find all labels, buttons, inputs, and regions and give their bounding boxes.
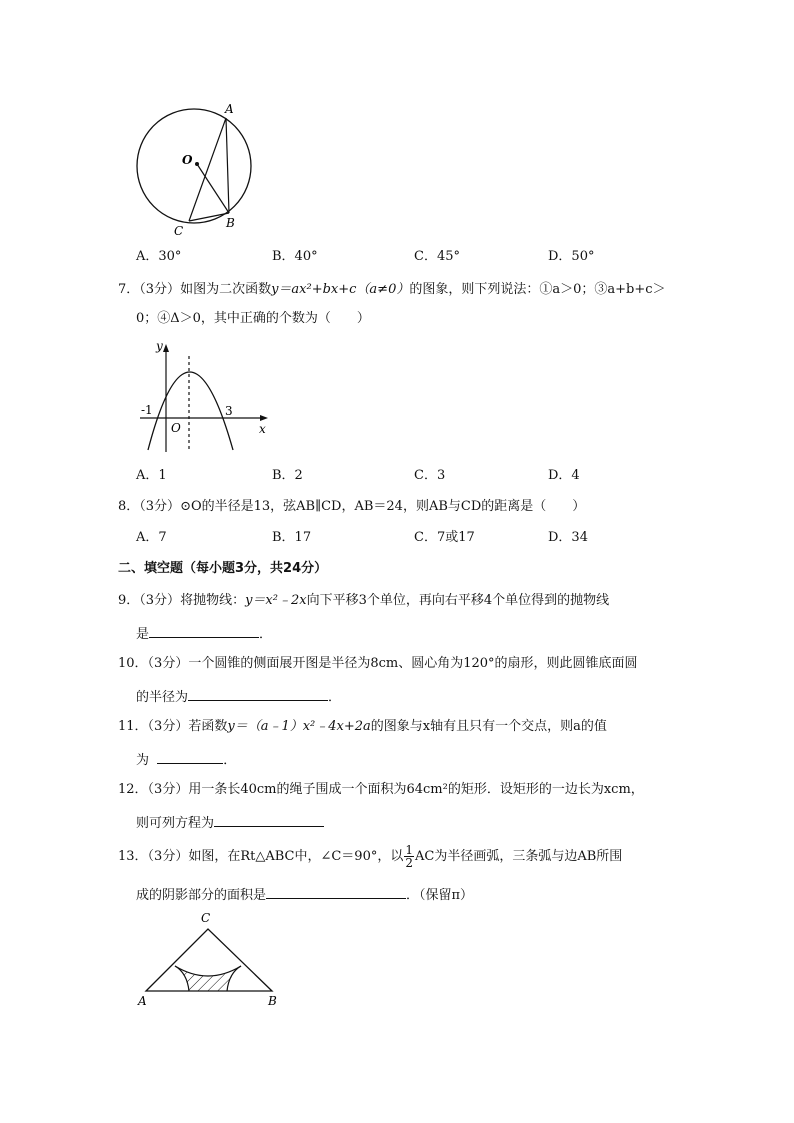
q11-formula: y＝（a﹣1）x²﹣4x+2a: [227, 719, 371, 734]
q10-answer-blank[interactable]: [188, 686, 328, 701]
q8-option-d[interactable]: D．34: [548, 530, 588, 545]
q13-frac-den: 2: [405, 856, 413, 870]
q7-text-b: 的图象，则下列说法：①a＞0；③a+b+c＞: [409, 282, 666, 297]
q7-option-b[interactable]: B．2: [272, 468, 303, 483]
q13-triangle-figure: [132, 908, 292, 1008]
q8-number: 8．: [118, 499, 140, 514]
q8-score: （3分）: [139, 499, 181, 514]
q10-line-1: [118, 655, 638, 673]
q13-line-1: [118, 843, 622, 871]
q6-option-a[interactable]: A．30°: [136, 249, 182, 264]
q13-number: 13．: [118, 849, 148, 864]
q12-line-2: [136, 812, 324, 833]
q13-line-2: [136, 884, 473, 905]
q7-parabola-figure: [136, 338, 276, 456]
q13-frac-num: 1: [405, 843, 413, 857]
q7-text-a: 如图为二次函数: [180, 282, 272, 297]
q6-circle-figure: [130, 100, 260, 240]
q7-number: 7．: [118, 282, 140, 297]
q11-answer-blank[interactable]: [157, 749, 223, 764]
q10-number: 10．: [118, 656, 148, 671]
q10-end: ．: [328, 690, 342, 705]
q9-score: （3分）: [139, 593, 181, 608]
q7-formula: y＝ax²+bx+c（a≠0）: [271, 282, 410, 297]
q7-option-d[interactable]: D．4: [548, 468, 580, 483]
q7-option-a[interactable]: A．1: [136, 468, 167, 483]
q12-line-1: [118, 781, 644, 799]
section-2-title: 二、填空题（每小题3分，共24分）: [118, 561, 328, 576]
q6-label-a: A: [225, 102, 234, 116]
q9-end: ．: [259, 627, 273, 642]
q8-option-b[interactable]: B．17: [272, 530, 312, 545]
q9-number: 9．: [118, 593, 140, 608]
q13-text-a: 如图，在Rt△ABC中，∠C＝90°，以: [188, 849, 404, 864]
q8-option-a[interactable]: A．7: [136, 530, 167, 545]
q13-text-c: 成的阴影部分的面积是: [136, 888, 267, 903]
q12-score: （3分）: [147, 782, 189, 797]
q11-line-2: [136, 749, 236, 770]
q9-formula: y＝x²﹣2x: [245, 593, 307, 608]
q13-text-b: AC为半径画弧，三条弧与边AB所围: [415, 849, 623, 864]
q11-text-b: 的图象与x轴有且只有一个交点，则a的值: [370, 719, 607, 734]
q13-answer-blank[interactable]: [266, 884, 406, 899]
q7-y-label: y: [156, 339, 163, 353]
q11-line-1: [118, 718, 607, 736]
q13-end: ．（保留π）: [406, 888, 474, 903]
q9-answer-blank[interactable]: [149, 623, 259, 638]
q8-option-c[interactable]: C．7或17: [414, 530, 475, 545]
q10-text-a: 一个圆锥的侧面展开图是半径为8cm、圆心角为120°的扇形，则此圆锥底面圆: [188, 656, 638, 671]
q7-three-label: 3: [225, 404, 233, 418]
q7-line-1: [118, 281, 666, 299]
q8-text: ⊙O的半径是13，弦AB∥CD，AB＝24，则AB与CD的距离是（ ）: [180, 499, 586, 514]
q9-line-2: [136, 623, 272, 644]
q13-label-b: B: [268, 994, 277, 1008]
q12-text-a: 用一条长40cm的绳子围成一个面积为64cm²的矩形．设矩形的一边长为xcm，: [188, 782, 644, 797]
q13-label-a: A: [138, 994, 147, 1008]
q11-score: （3分）: [147, 719, 189, 734]
q6-option-b[interactable]: B．40°: [272, 249, 318, 264]
q9-line-1: [118, 592, 609, 610]
q10-line-2: [136, 686, 341, 707]
q8-line-1: [118, 498, 585, 516]
q6-label-c: C: [174, 224, 184, 238]
q12-number: 12．: [118, 782, 148, 797]
q6-option-c[interactable]: C．45°: [414, 249, 460, 264]
q13-label-c: C: [201, 911, 211, 925]
q6-option-d[interactable]: D．50°: [548, 249, 595, 264]
q9-text-a: 将抛物线：: [180, 593, 246, 608]
q7-x-label: x: [259, 422, 266, 436]
q11-text-c: 为: [136, 753, 150, 768]
q11-end: ．: [223, 753, 237, 768]
q7-score: （3分）: [139, 282, 181, 297]
q10-score: （3分）: [147, 656, 189, 671]
q12-answer-blank[interactable]: [214, 812, 324, 827]
q7-neg-one-label: -1: [141, 403, 153, 417]
q7-origin-label: O: [171, 421, 181, 435]
q6-label-b: B: [226, 216, 235, 230]
q10-text-b: 的半径为: [136, 690, 189, 705]
q7-line-2: 0；④Δ＞0，其中正确的个数为（ ）: [136, 311, 370, 326]
q9-text-c: 是: [136, 627, 150, 642]
q9-text-b: 向下平移3个单位，再向右平移4个单位得到的抛物线: [306, 593, 610, 608]
q11-number: 11．: [118, 719, 148, 734]
q7-option-c[interactable]: C．3: [414, 468, 446, 483]
q6-label-o: O: [182, 153, 193, 167]
q12-text-b: 则可列方程为: [136, 816, 215, 831]
q13-fraction: [404, 844, 414, 869]
q13-score: （3分）: [147, 849, 189, 864]
q11-text-a: 若函数: [188, 719, 228, 734]
